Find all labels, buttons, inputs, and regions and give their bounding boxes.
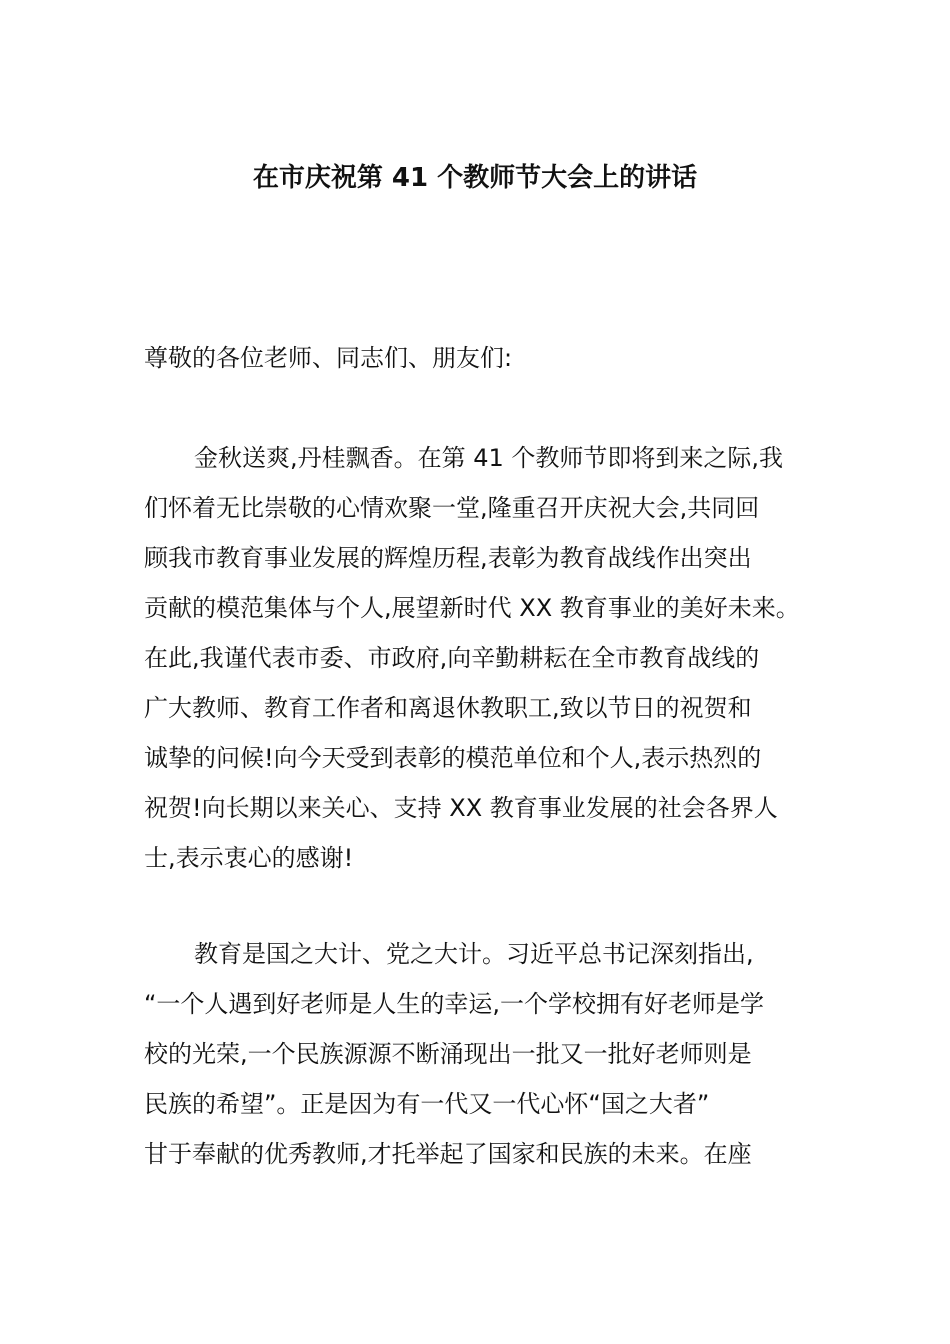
paragraph-line: 金秋送爽,丹桂飘香。在第 41 个教师节即将到来之际,我 xyxy=(194,444,784,472)
document-title: 在市庆祝第 41 个教师节大会上的讲话 xyxy=(252,163,698,193)
salutation: 尊敬的各位老师、同志们、朋友们: xyxy=(144,344,513,372)
paragraph-line: 甘于奉献的优秀教师,才托举起了国家和民族的未来。在座 xyxy=(144,1140,752,1168)
paragraph-line: 们怀着无比崇敬的心情欢聚一堂,隆重召开庆祝大会,共同回 xyxy=(144,494,760,522)
paragraph-1 xyxy=(144,433,816,883)
paragraph-line: 校的光荣,一个民族源源不断涌现出一批又一批好老师则是 xyxy=(144,1040,752,1068)
paragraph-line: 祝贺!向长期以来关心、支持 XX 教育事业发展的社会各界人 xyxy=(144,794,778,822)
paragraph-line: 在此,我谨代表市委、市政府,向辛勤耕耘在全市教育战线的 xyxy=(144,644,760,672)
paragraph-line: 教育是国之大计、党之大计。习近平总书记深刻指出, xyxy=(194,940,754,968)
paragraph-2 xyxy=(144,929,816,1179)
paragraph-line: 贡献的模范集体与个人,展望新时代 XX 教育事业的美好未来。 xyxy=(144,594,800,622)
paragraph-line: “一个人遇到好老师是人生的幸运,一个学校拥有好老师是学 xyxy=(144,990,765,1018)
paragraph-line: 士,表示衷心的感谢! xyxy=(144,844,354,872)
paragraph-line: 诚挚的问候!向今天受到表彰的模范单位和个人,表示热烈的 xyxy=(144,744,762,772)
paragraph-line: 民族的希望”。正是因为有一代又一代心怀“国之大者” xyxy=(144,1090,710,1118)
paragraph-line: 广大教师、教育工作者和离退休教职工,致以节日的祝贺和 xyxy=(144,694,752,722)
paragraph-line: 顾我市教育事业发展的辉煌历程,表彰为教育战线作出突出 xyxy=(144,544,752,572)
